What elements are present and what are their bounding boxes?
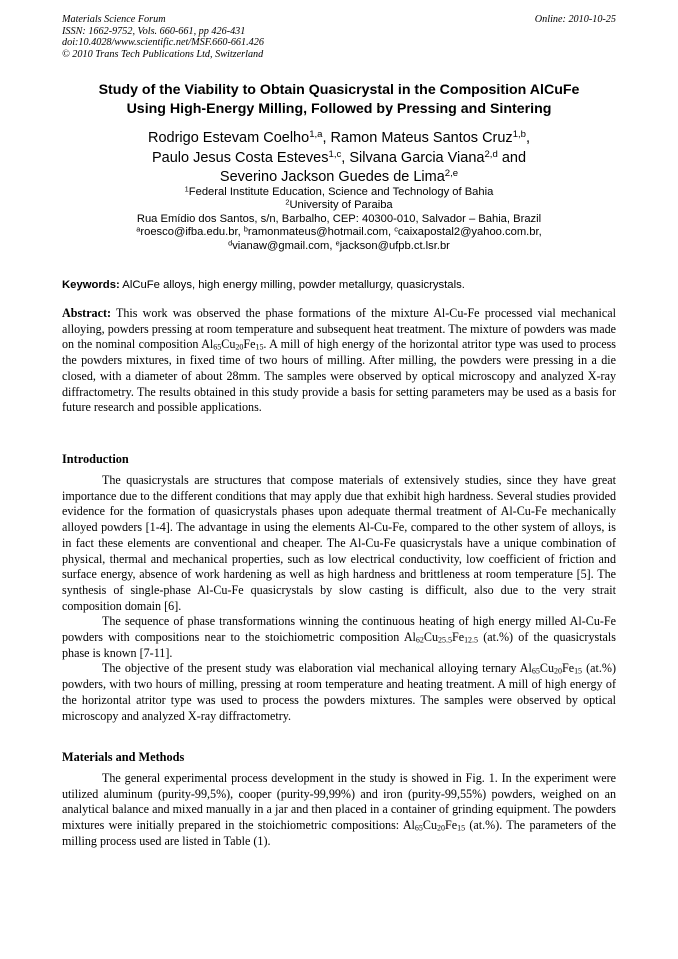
formula-part: Fe xyxy=(561,661,575,676)
paragraph: The quasicrystals are structures that compose materials of extensively studies, since they have great importance due to the different conditions that may apply due that exhibit high hardness. Several studies provided evidence for the formation of quasicrystals phases upon adequate thermal treatment of Al-Cu-Fe mechanically alloyed powders [1-4]. The advantage in using the elements Al-Cu-Fe, compared to the other system of alloys, is in fact these elements are conventional and cheaper. The Al-Cu-Fe quasicrystals have a unique combination of physical, thermal and mechanical properties, such as low electrical conductivity, low coefficient of friction and surface energy, absence of work hardening as well as high hardness and brittleness at room temperature [5]. The synthesis of single-phase Al-Cu-Fe quasicrystals by slow casting is difficult, also due to the very strait composition domain [6]. xyxy=(62,473,616,613)
paragraph-text: (at.%) of the quasicrystals phase is known [7-11]. xyxy=(62,630,616,660)
formula-sub: 20 xyxy=(554,667,562,677)
introduction-body xyxy=(62,473,616,724)
formula-part: Fe xyxy=(243,337,256,352)
affiliation-2: University of Paraiba xyxy=(289,199,393,212)
paragraph-text: The sequence of phase transformations winning the continuous heating of high energy milled Al-Cu-Fe powders with compositions near to the stoichiometric composition Al xyxy=(62,614,616,645)
abstract-text: This work was observed the phase formations of the mixture Al-Cu-Fe processed vial mechanical alloying, powders pressing at room temperature and subsequent heat treatment. The mixture of powders was made on the nominal composition Al xyxy=(62,306,616,352)
email-sup: b xyxy=(243,224,248,234)
paragraph xyxy=(62,661,616,724)
keywords xyxy=(62,279,616,292)
doi-line: doi:10.4028/www.scientific.net/MSF.660-661.426 xyxy=(62,37,264,49)
author-and: and xyxy=(501,149,527,166)
formula-sub: 62 xyxy=(415,635,424,645)
formula-sub: 25.5 xyxy=(438,635,452,645)
keywords-text: AlCuFe alloys, high energy milling, powder metallurgy, quasicrystals. xyxy=(122,279,465,291)
email-d[interactable]: vianaw@gmail.com, xyxy=(232,239,333,252)
formula-sub: 20 xyxy=(235,343,244,352)
issn-line: ISSN: 1662-9752, Vols. 660-661, pp 426-431 xyxy=(62,25,246,37)
paper-title xyxy=(40,81,638,119)
email-sup: e xyxy=(335,237,340,247)
formula-part: Fe xyxy=(451,630,465,645)
email-sup: c xyxy=(394,224,398,234)
email-e[interactable]: jackson@ufpb.ct.lsr.br xyxy=(339,239,450,252)
formula-sub: 15 xyxy=(255,343,264,352)
journal-name: Materials Science Forum xyxy=(62,14,166,25)
title-line-1: Study of the Viability to Obtain Quasicrystal in the Composition AlCuFe xyxy=(98,82,580,98)
affiliation-address: Rua Emídio dos Santos, s/n, Barbalho, CEP: 40300-010, Salvador – Bahia, Brazil xyxy=(136,212,542,225)
paragraph-text: The general experimental process development in the study is showed in Fig. 1. In the experiment were utilized aluminum (purity-99,5%), cooper (purity-99,99%) and iron (purity-99,55%) powders, weighed on an analytical balance and mixed manually in a jar and then placed in a container of grinding equipment. The powders mixtures were initially prepared in the stoichiometric compositions: Al xyxy=(62,771,616,833)
author-name: Silvana Garcia Viana xyxy=(349,149,485,166)
methods-body xyxy=(62,771,616,850)
abstract-label: Abstract: xyxy=(62,306,112,320)
formula-part: Fe xyxy=(444,818,458,833)
author-sup: 1,a xyxy=(309,129,323,141)
formula-part: Cu xyxy=(539,661,554,676)
online-date: Online: 2010-10-25 xyxy=(534,14,616,25)
abstract xyxy=(62,306,616,416)
formula-part: Cu xyxy=(422,818,438,833)
author-name: Ramon Mateus Santos Cruz xyxy=(330,130,513,146)
email-c[interactable]: caixapostal2@yahoo.com.br, xyxy=(397,226,542,239)
formula-sub: 20 xyxy=(437,823,445,833)
formula-sub: 65 xyxy=(414,823,423,833)
journal-header xyxy=(62,14,616,60)
section-heading-introduction: Introduction xyxy=(62,452,129,466)
formula-sub: 65 xyxy=(213,343,222,352)
affil-sup: 1 xyxy=(184,184,189,194)
author-list: Rodrigo Estevam Coelho$^{1,a}$, Ramon Mateus Santos Cruz$^{1,b}$, Paulo Jesus Costa Esteves$^{1,c}$, Silvana Garcia Viana$^{2,d}$ and Severino Jackson Guedes de Lima$^{2,e}$ xyxy=(147,129,531,185)
formula-part: Cu xyxy=(221,337,236,352)
affiliations xyxy=(40,186,638,253)
abstract-text: . A mill of high energy of the horizontal atritor type was used to process the powders mixtures, in fixed time of two hours of milling. After milling, the powders were pressing in a die closed, with a diameter of about 28mm. The samples were observed by optical microscopy and analyzed X-ray diffractometry. The results obtained in this study provide a basis for setting parameters may be used as a basis for future research and possible applications. xyxy=(62,337,616,415)
author-sup: 2,e xyxy=(444,168,459,180)
formula-sub: 12.5 xyxy=(464,635,479,645)
email-a[interactable]: roesco@ifba.edu.br, xyxy=(140,226,241,239)
author-sup: 2,d xyxy=(484,148,498,160)
email-sup: d xyxy=(228,237,233,247)
author-sup: 1,c xyxy=(328,148,342,160)
copyright-line: © 2010 Trans Tech Publications Ltd, Switzerland xyxy=(62,48,264,60)
author-sup: 1,b xyxy=(512,129,526,141)
email-line-2 xyxy=(40,237,638,253)
keywords-label: Keywords: xyxy=(62,279,120,291)
formula-part: Cu xyxy=(423,630,439,645)
paragraph-text: The objective of the present study was elaboration vial mechanical alloying ternary Al xyxy=(102,661,532,676)
affiliation-1: Federal Institute Education, Science and Technology of Bahia xyxy=(188,186,494,198)
email-sup: a xyxy=(136,224,141,234)
section-heading-methods: Materials and Methods xyxy=(62,750,185,764)
author-name: Rodrigo Estevam Coelho xyxy=(147,130,310,146)
affil-sup: 2 xyxy=(285,197,290,207)
author-name: Severino Jackson Guedes de Lima xyxy=(219,169,445,185)
paragraph-text: (at.%). The parameters of the milling process used are listed in Table (1). xyxy=(62,818,617,848)
email-b[interactable]: ramonmateus@hotmail.com, xyxy=(247,226,392,239)
paragraph xyxy=(62,614,616,661)
title-line-2: Using High-Energy Milling, Followed by Pressing and Sintering xyxy=(126,101,552,117)
author-name: Paulo Jesus Costa Esteves xyxy=(151,149,329,166)
paragraph xyxy=(62,771,616,850)
formula-sub: 65 xyxy=(531,667,540,677)
formula-sub: 15 xyxy=(574,667,583,677)
paragraph-text: (at.%) powders, with two hours of milling, pressing at room temperature and heating treatment. A mill of high energy of the horizontal atritor type was used to process the powders mixtures. The samples were observed by optical microscopy and analyzed X-ray diffractometry. xyxy=(62,661,617,723)
formula-sub: 15 xyxy=(457,823,466,833)
